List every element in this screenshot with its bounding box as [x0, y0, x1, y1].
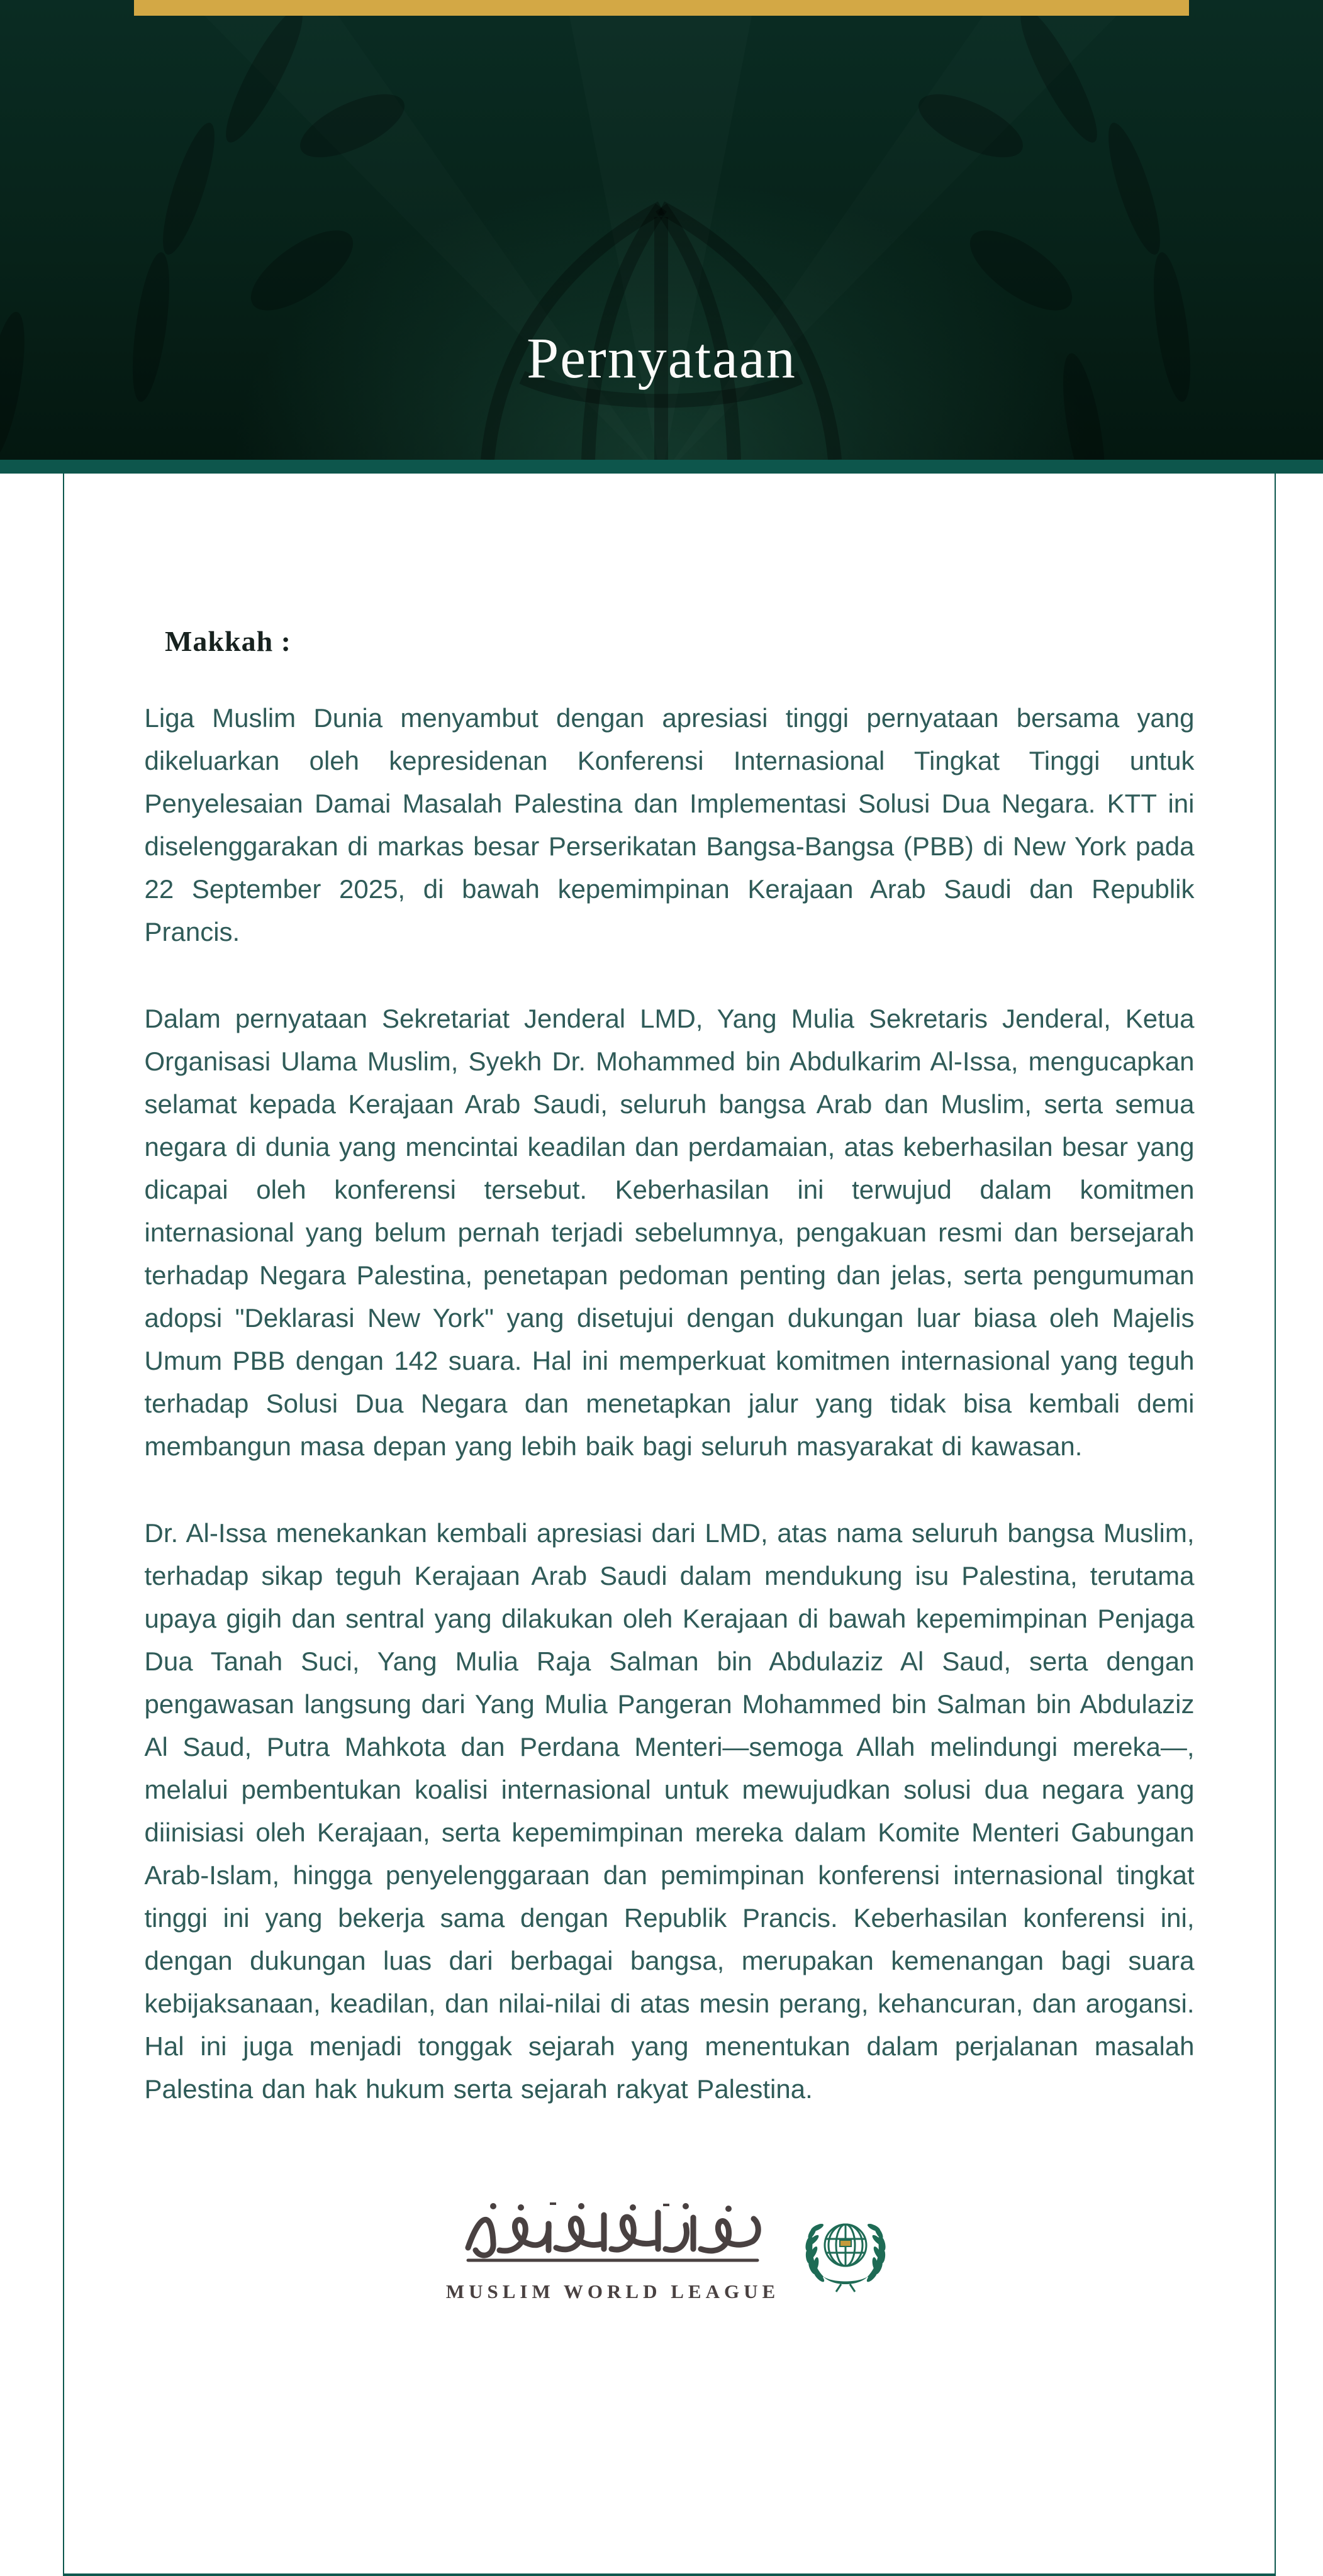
statement-paragraph-1: Liga Muslim Dunia menyambut dengan apresiasi tinggi pernyataan bersama yang dikeluarkan oleh kepresidenan Konferensi Internasional Tingkat Tinggi untuk Penyelesaian Damai Masalah Palestina dan Implementasi Solusi Dua Negara. KTT ini diselenggarakan di markas besar Perserikatan Bangsa-Bangsa (PBB) di New York pada 22 September 2025, di bawah kepemimpinan Kerajaan Arab Saudi dan Republik Prancis. — [144, 703, 1195, 947]
statement-card — [63, 474, 1276, 2576]
statement-paragraph-2: Dalam pernyataan Sekretariat Jenderal LMD, Yang Mulia Sekretaris Jenderal, Ketua Organisasi Ulama Muslim, Syekh Dr. Mohammed bin Abdulkarim Al-Issa, mengucapkan selamat kepada Kerajaan Arab Saudi, seluruh bangsa Arab dan Muslim, serta semua negara di dunia yang mencintai keadilan dan perdamaian, atas keberhasilan besar yang dicapai oleh konferensi tersebut. Keberhasilan ini terwujud dalam komitmen internasional yang belum pernah terjadi sebelumnya, pengakuan resmi dan bersejarah terhadap Negara Palestina, penetapan pedoman penting dan jelas, serta pengumuman adopsi "Deklarasi New York" yang disetujui dengan dukungan luar biasa oleh Majelis Umum PBB dengan 142 suara. Hal ini memperkuat komitmen internasional yang teguh terhadap Solusi Dua Negara dan menetapkan jalur yang tidak bisa kembali demi membangun masa depan yang lebih baik bagi seluruh masyarakat di kawasan. — [144, 1004, 1195, 1461]
page-header — [0, 0, 1323, 460]
mwl-emblem-icon — [798, 2204, 893, 2298]
mwl-logo — [64, 2199, 1275, 2303]
arabic-calligraphy-icon — [455, 2199, 770, 2274]
logo-wordmark: MUSLIM WORLD LEAGUE — [445, 2280, 780, 2302]
header-divider-strip — [0, 460, 1323, 474]
gold-accent-bar — [134, 0, 1189, 16]
mwl-logo-text-block — [446, 2199, 779, 2303]
page-title: Pernyataan — [527, 326, 796, 390]
statement-paragraph-3: Dr. Al-Issa menekankan kembali apresiasi dari LMD, atas nama seluruh bangsa Muslim, terhadap sikap teguh Kerajaan Arab Saudi dalam mendukung isu Palestina, terutama upaya gigih dan sentral yang dilakukan oleh Kerajaan di bawah kepemimpinan Penjaga Dua Tanah Suci, Yang Mulia Raja Salman bin Abdulaziz Al Saud, serta dengan pengawasan langsung dari Yang Mulia Pangeran Mohammed bin Salman bin Abdulaziz Al Saud, Putra Mahkota dan Perdana Menteri—semoga Allah melindungi mereka—, melalui pembentukan koalisi internasional untuk mewujudkan solusi dua negara yang diinisiasi oleh Kerajaan, serta kepemimpinan mereka dalam Komite Menteri Gabungan Arab-Islam, hingga penyelenggaraan dan pemimpinan konferensi internasional tingkat tinggi ini yang bekerja sama dengan Republik Prancis. Keberhasilan konferensi ini, dengan dukungan luas dari berbagai bangsa, merupakan kemenangan bagi suara kebijaksanaan, keadilan, dan nilai-nilai di atas mesin perang, kehancuran, dan arogansi. Hal ini juga menjadi tonggak sejarah yang menentukan dalam perjalanan masalah Palestina dan hak hukum serta sejarah rakyat Palestina. — [144, 1518, 1195, 2104]
location-heading: Makkah : — [165, 625, 291, 657]
